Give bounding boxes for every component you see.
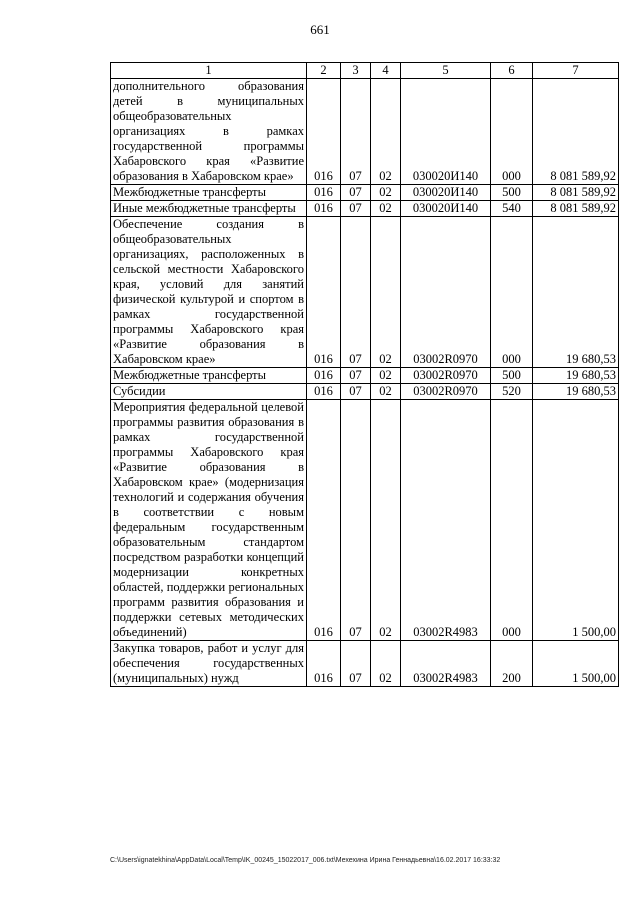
- target-article: 03002R0970: [401, 368, 491, 384]
- section-code: 07: [341, 641, 371, 687]
- subsection-code: 02: [371, 384, 401, 400]
- amount: 1 500,00: [533, 400, 619, 641]
- target-article: 03002R0970: [401, 217, 491, 368]
- target-article: 03002R0970: [401, 384, 491, 400]
- table-row: [111, 201, 619, 217]
- row-name: Межбюджетные трансферты: [111, 368, 307, 384]
- row-name: Субсидии: [111, 384, 307, 400]
- amount: 8 081 589,92: [533, 79, 619, 185]
- table-row: [111, 185, 619, 201]
- section-code: 07: [341, 185, 371, 201]
- amount: 8 081 589,92: [533, 201, 619, 217]
- header-row: [111, 63, 619, 79]
- row-name: Обеспечение создания в общеобразовательных организациях, расположенных в сельской местности Хабаровского края, условий для занятий физической культурой и спортом в рамках государственной программы Хабаровского края «Развитие образования в Хабаровском крае»: [111, 217, 307, 368]
- ministry-code: 016: [307, 201, 341, 217]
- subsection-code: 02: [371, 185, 401, 201]
- amount: 19 680,53: [533, 384, 619, 400]
- budget-table: [110, 62, 619, 687]
- subsection-code: 02: [371, 641, 401, 687]
- table-row: [111, 400, 619, 641]
- subsection-code: 02: [371, 400, 401, 641]
- ministry-code: 016: [307, 185, 341, 201]
- subsection-code: 02: [371, 368, 401, 384]
- ministry-code: 016: [307, 641, 341, 687]
- row-name: Закупка товаров, работ и услуг для обеспечения государственных (муниципальных) нужд: [111, 641, 307, 687]
- target-article: 03002R4983: [401, 641, 491, 687]
- ministry-code: 016: [307, 79, 341, 185]
- page-number: 661: [310, 22, 330, 37]
- target-article: 03002R4983: [401, 400, 491, 641]
- target-article: 030020И140: [401, 185, 491, 201]
- expense-type: 500: [491, 368, 533, 384]
- header-cell-1: 1: [111, 63, 307, 79]
- section-code: 07: [341, 217, 371, 368]
- header-cell-2: 2: [307, 63, 341, 79]
- expense-type: 000: [491, 79, 533, 185]
- expense-type: 000: [491, 217, 533, 368]
- table-row: [111, 641, 619, 687]
- header-cell-6: 6: [491, 63, 533, 79]
- row-name: Мероприятия федеральной целевой программы развития образования в рамках государственной программы Хабаровского края «Развитие образования в Хабаровском крае» (модернизация технологий и содержания обучения в соответствии с новым федеральным государственным образовательным стандартом посредством разработки концепций модернизации конкретных областей, поддержки региональных программ развития образования и поддержки сетевых методических объединений): [111, 400, 307, 641]
- section-code: 07: [341, 384, 371, 400]
- row-name: Межбюджетные трансферты: [111, 185, 307, 201]
- expense-type: 520: [491, 384, 533, 400]
- amount: 8 081 589,92: [533, 185, 619, 201]
- expense-type: 200: [491, 641, 533, 687]
- row-name: дополнительного образования детей в муниципальных общеобразовательных организациях в рамках государственной программы Хабаровского края «Развитие образования в Хабаровском крае»: [111, 79, 307, 185]
- header-cell-4: 4: [371, 63, 401, 79]
- section-code: 07: [341, 201, 371, 217]
- header-cell-7: 7: [533, 63, 619, 79]
- target-article: 030020И140: [401, 79, 491, 185]
- section-code: 07: [341, 79, 371, 185]
- file-path-footer: C:\Users\ignatekhina\AppData\Local\Temp\IK_00245_15022017_006.txt\Мехехина Ирина Геннадьевна\16.02.2017 16:33:32: [110, 857, 501, 864]
- amount: 19 680,53: [533, 368, 619, 384]
- amount: 1 500,00: [533, 641, 619, 687]
- expense-type: 000: [491, 400, 533, 641]
- subsection-code: 02: [371, 201, 401, 217]
- section-code: 07: [341, 400, 371, 641]
- amount: 19 680,53: [533, 217, 619, 368]
- header-cell-5: 5: [401, 63, 491, 79]
- subsection-code: 02: [371, 79, 401, 185]
- subsection-code: 02: [371, 217, 401, 368]
- ministry-code: 016: [307, 217, 341, 368]
- table-row: [111, 79, 619, 185]
- table-row: [111, 217, 619, 368]
- ministry-code: 016: [307, 368, 341, 384]
- expense-type: 540: [491, 201, 533, 217]
- row-name: Иные межбюджетные трансферты: [111, 201, 307, 217]
- table-row: [111, 368, 619, 384]
- table-row: [111, 384, 619, 400]
- expense-type: 500: [491, 185, 533, 201]
- header-cell-3: 3: [341, 63, 371, 79]
- ministry-code: 016: [307, 400, 341, 641]
- target-article: 030020И140: [401, 201, 491, 217]
- ministry-code: 016: [307, 384, 341, 400]
- section-code: 07: [341, 368, 371, 384]
